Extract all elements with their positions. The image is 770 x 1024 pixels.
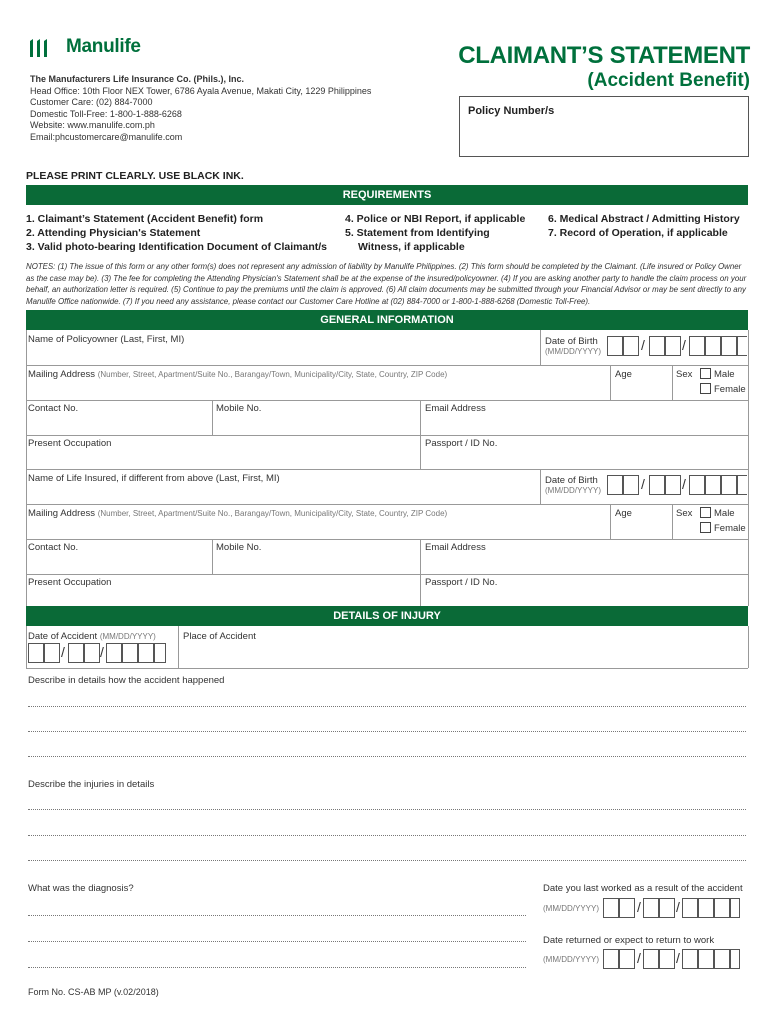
female-checkbox[interactable] [700, 522, 711, 533]
form-subtitle: (Accident Benefit) [587, 70, 750, 91]
dob-year-box[interactable] [721, 336, 737, 356]
last-worked-year-box[interactable] [698, 898, 714, 918]
mailing-label: Mailing Address [28, 369, 96, 380]
dob-year-box[interactable] [705, 336, 721, 356]
returned-year-box[interactable] [730, 949, 740, 969]
manulife-logo-icon [28, 37, 52, 59]
male-checkbox[interactable] [700, 507, 711, 518]
answer-line[interactable] [28, 731, 746, 732]
mailing-address-label [28, 508, 447, 519]
answer-line[interactable] [28, 941, 526, 942]
female-label: Female [714, 523, 746, 534]
last-worked-label: Date you last worked as a result of the accident [543, 883, 743, 894]
female-label: Female [714, 384, 746, 395]
last-worked-year-box[interactable] [682, 898, 698, 918]
returned-year-box[interactable] [682, 949, 698, 969]
life-insured-label: Name of Life Insured, if different from above (Last, First, MI) [28, 473, 280, 484]
diagnosis-label: What was the diagnosis? [28, 883, 134, 894]
age-label: Age [615, 508, 632, 519]
returned-day-box[interactable] [643, 949, 659, 969]
accident-date-text: Date of Accident [28, 631, 98, 642]
dob-day-box[interactable] [665, 336, 681, 356]
dob-day-box[interactable] [665, 475, 681, 495]
describe-accident-label: Describe in details how the accident happened [28, 675, 225, 686]
returned-year-box[interactable] [698, 949, 714, 969]
date-separator: / [682, 337, 686, 353]
req-item: 7. Record of Operation, if applicable [548, 227, 728, 239]
accident-month-box[interactable] [44, 643, 60, 663]
notes: NOTES: (1) The issue of this form or any other form(s) does not represent any admission of liability by Manulife Philippines. (2) This form should be completed by the Claimant. (Life insured or Policy Owner as the case may be). (3) The fee for completing the Attending Physician's Statement shall be at the expense of the insured/policyowner. (4) If you are asking another party to handle the claim process on your behalf, an authorization letter is required. (5) Continue to pay the premiums until the claim is approved. (6) All claim documents may be submitted through your Financial Advisor or may be sent directly to any Manulife Office nationwide. (7) If you need any assistance, please contact our Customer Care Hotline at (02) 884-7000 or 1-800-1-888-6268 (Domestic Toll-Free). [26, 262, 747, 306]
date-separator: / [637, 950, 641, 966]
date-separator: / [682, 476, 686, 492]
customer-care: Customer Care: (02) 884-7000 [30, 97, 153, 107]
accident-year-box[interactable] [138, 643, 154, 663]
describe-injuries-label: Describe the injuries in details [28, 779, 155, 790]
dob-format: (MM/DD/YYYY) [545, 486, 601, 495]
form-title: CLAIMANT’S STATEMENT [458, 42, 750, 69]
general-info-header: GENERAL INFORMATION [26, 310, 748, 330]
dob-day-box[interactable] [649, 336, 665, 356]
sex-label: Sex [676, 369, 693, 380]
passport-label: Passport / ID No. [425, 577, 498, 588]
mailing-hint: (Number, Street, Apartment/Suite No., Barangay/Town, Municipality/City, State, Country, ZIP Code) [97, 370, 448, 379]
accident-year-box[interactable] [122, 643, 138, 663]
website: Website: www.manulife.com.ph [30, 120, 155, 130]
req-item: Witness, if applicable [358, 241, 465, 253]
accident-day-box[interactable] [84, 643, 100, 663]
mailing-address-label [28, 369, 447, 380]
accident-year-box[interactable] [154, 643, 166, 663]
dob-label: Date of Birth [545, 336, 598, 347]
requirements-col1 [26, 212, 346, 254]
dob-label: Date of Birth [545, 475, 598, 486]
date-separator: / [676, 899, 680, 915]
returned-month-box[interactable] [619, 949, 635, 969]
requirements-header: REQUIREMENTS [26, 185, 748, 205]
answer-line[interactable] [28, 860, 746, 861]
returned-format: (MM/DD/YYYY) [543, 955, 599, 964]
head-office: Head Office: 10th Floor NEX Tower, 6786 Ayala Avenue, Makati City, 1229 Philippines [30, 85, 372, 96]
logo-text: Manulife [66, 36, 141, 57]
dob-year-box[interactable] [689, 336, 705, 356]
last-worked-day-box[interactable] [643, 898, 659, 918]
accident-month-box[interactable] [28, 643, 44, 663]
dob-day-box[interactable] [649, 475, 665, 495]
dob-format: (MM/DD/YYYY) [545, 347, 601, 356]
last-worked-month-box[interactable] [619, 898, 635, 918]
dob-month-box[interactable] [607, 336, 623, 356]
mailing-label: Mailing Address [28, 508, 96, 519]
returned-day-box[interactable] [659, 949, 675, 969]
date-separator: / [676, 950, 680, 966]
last-worked-month-box[interactable] [603, 898, 619, 918]
toll-free: Domestic Toll-Free: 1-800-1-888-6268 [30, 108, 182, 119]
returned-label: Date returned or expect to return to work [543, 935, 715, 946]
returned-month-box[interactable] [603, 949, 619, 969]
dob-year-box[interactable] [689, 475, 705, 495]
mobile-label: Mobile No. [216, 403, 262, 414]
accident-date-format: (MM/DD/YYYY) [99, 632, 156, 641]
dob-year-box[interactable] [721, 475, 737, 495]
last-worked-day-box[interactable] [659, 898, 675, 918]
answer-line[interactable] [28, 756, 746, 757]
occupation-label: Present Occupation [28, 438, 112, 449]
date-separator: / [61, 644, 65, 660]
req-item: 1. Claimant’s Statement (Accident Benefit) form [26, 213, 264, 225]
last-worked-format: (MM/DD/YYYY) [543, 904, 599, 913]
female-checkbox[interactable] [700, 383, 711, 394]
req-item: 6. Medical Abstract / Admitting History [548, 213, 740, 225]
policy-number-box[interactable] [459, 96, 749, 157]
req-item: 4. Police or NBI Report, if applicable [345, 213, 526, 225]
accident-day-box[interactable] [68, 643, 84, 663]
date-separator: / [641, 337, 645, 353]
dob-month-box[interactable] [623, 475, 639, 495]
answer-line[interactable] [28, 835, 746, 836]
male-label: Male [714, 369, 735, 380]
logo [28, 37, 168, 59]
accident-year-box[interactable] [106, 643, 122, 663]
contact-label: Contact No. [28, 542, 79, 553]
company-email: Email:phcustomercare@manulife.com [30, 131, 183, 142]
dob-year-box[interactable] [737, 475, 747, 495]
form-number: Form No. CS-AB MP (v.02/2018) [28, 987, 159, 997]
answer-line[interactable] [28, 809, 746, 810]
returned-year-box[interactable] [714, 949, 730, 969]
email-label: Email Address [425, 403, 486, 414]
mobile-label: Mobile No. [216, 542, 262, 553]
req-item: 3. Valid photo-bearing Identification Document of Claimant/s [26, 241, 328, 253]
dob-year-box[interactable] [705, 475, 721, 495]
company-info [30, 74, 410, 143]
last-worked-year-box[interactable] [714, 898, 730, 918]
place-of-accident-label: Place of Accident [183, 631, 256, 642]
contact-label: Contact No. [28, 403, 79, 414]
dob-month-box[interactable] [607, 475, 623, 495]
date-separator: / [100, 644, 104, 660]
male-label: Male [714, 508, 735, 519]
dob-month-box[interactable] [623, 336, 639, 356]
instruction: PLEASE PRINT CLEARLY. USE BLACK INK. [26, 170, 244, 182]
answer-line[interactable] [28, 967, 526, 968]
dob-year-box[interactable] [737, 336, 747, 356]
requirements-col2 [345, 212, 555, 254]
req-item: 2. Attending Physician's Statement [26, 227, 201, 239]
requirements-col3 [548, 212, 753, 240]
occupation-label: Present Occupation [28, 577, 112, 588]
passport-label: Passport / ID No. [425, 438, 498, 449]
last-worked-year-box[interactable] [730, 898, 740, 918]
accident-date-label [28, 631, 156, 642]
company-name: The Manufacturers Life Insurance Co. (Phils.), Inc. [30, 74, 245, 84]
answer-line[interactable] [28, 706, 746, 707]
policy-number-label: Policy Number/s [468, 105, 555, 117]
age-label: Age [615, 369, 632, 380]
policyowner-name-label: Name of Policyowner (Last, First, MI) [28, 334, 185, 345]
mailing-hint: (Number, Street, Apartment/Suite No., Barangay/Town, Municipality/City, State, Country, ZIP Code) [97, 509, 448, 518]
policyowner-name-field[interactable] [30, 346, 535, 364]
date-separator: / [637, 899, 641, 915]
date-separator: / [641, 476, 645, 492]
injury-header: DETAILS OF INJURY [26, 606, 748, 626]
sex-label: Sex [676, 508, 693, 519]
male-checkbox[interactable] [700, 368, 711, 379]
req-item: 5. Statement from Identifying [345, 227, 490, 239]
answer-line[interactable] [28, 915, 526, 916]
email-label: Email Address [425, 542, 486, 553]
